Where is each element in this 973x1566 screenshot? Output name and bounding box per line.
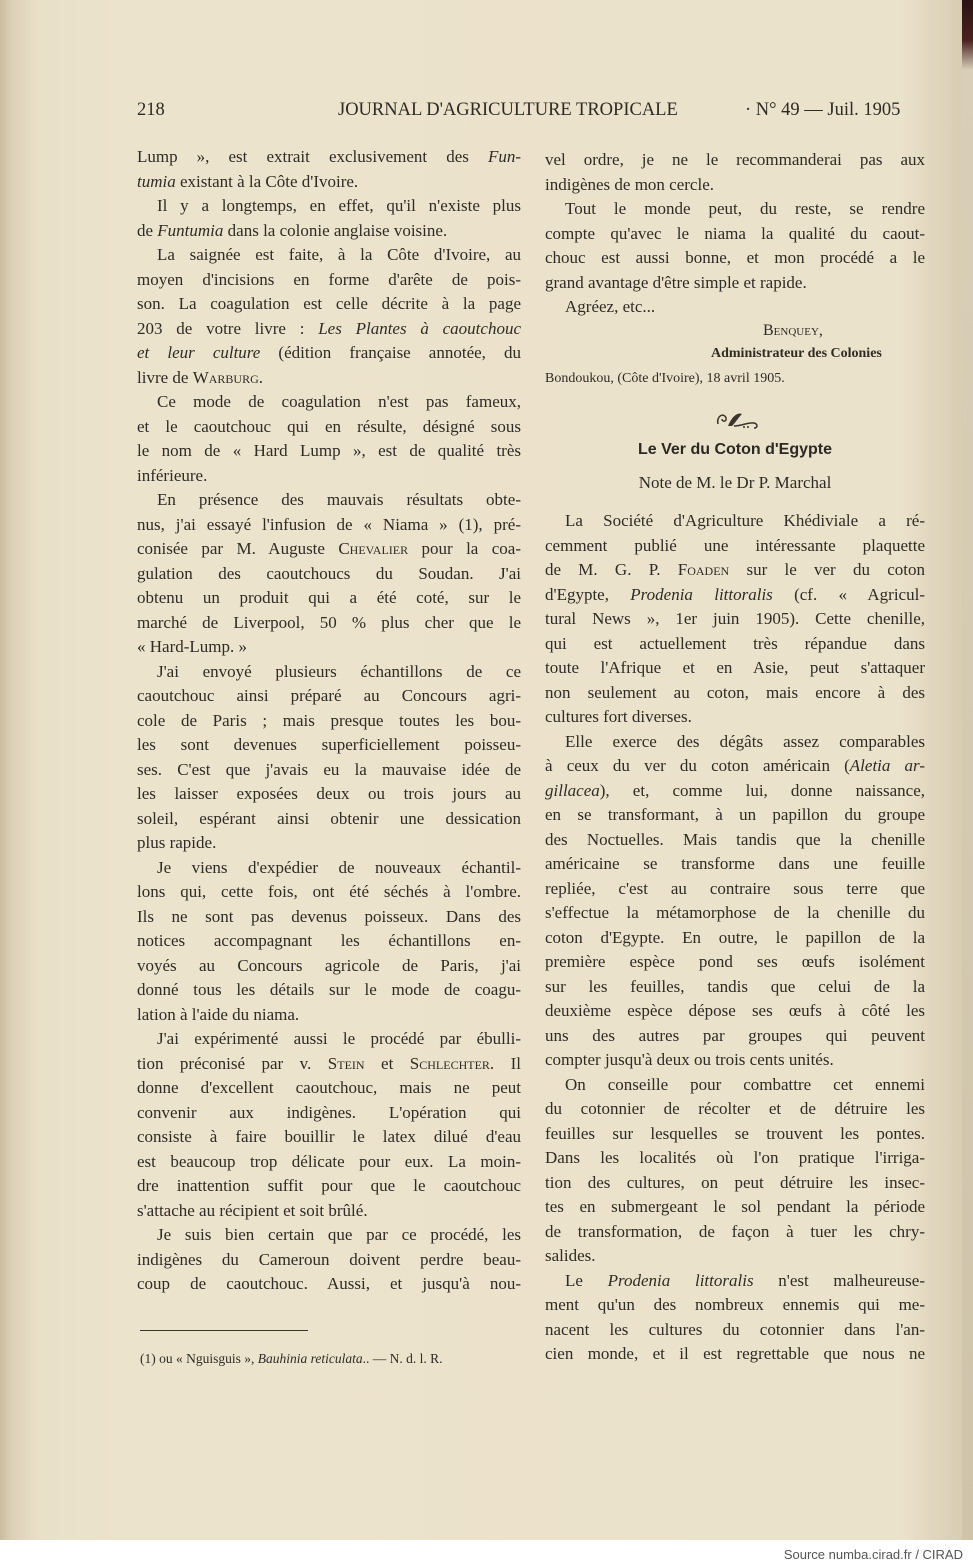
text-line: grand avantage d'être simple et rapide. xyxy=(545,272,807,292)
text-line: qui est actuellement très répandue dans xyxy=(545,633,925,653)
text-line: est beaucoup trop délicate pour eux. La moin- xyxy=(137,1151,521,1171)
text-line: cemment publié une intéressante plaquette xyxy=(545,535,925,555)
text-line: 203 de votre livre : Les Plantes à caoutchouc xyxy=(137,318,521,338)
text-line: américaine se transforme dans une feuille xyxy=(545,854,925,873)
text-line: Elle exerce des dégâts assez comparables xyxy=(565,731,925,751)
text-line: de M. G. P. Foaden sur le ver du coton xyxy=(545,560,925,579)
text-line: nus, j'ai essayé l'infusion de « Niama » (1), pré- xyxy=(137,514,521,534)
text-line: conisée par M. Auguste Chevalier pour la coa- xyxy=(137,539,521,558)
text-line: sur les feuilles, tandis que celui de la xyxy=(545,976,925,996)
text-line: gulation des caoutchoucs du Soudan. J'ai xyxy=(137,563,521,583)
text-line: du cotonnier de récolter et de détruire les xyxy=(545,1099,925,1118)
text-line: et le caoutchouc qui en résulte, désigné sous xyxy=(137,416,521,436)
text-line: tural News », 1er juin 1905). Cette chenille, xyxy=(545,609,925,628)
text-line: repliée, c'est au contraire sous terre que xyxy=(545,878,925,898)
text-line: compter jusqu'à deux ou trois cents unités. xyxy=(545,1050,834,1069)
text-line: uns des autres par groupes qui peuvent xyxy=(545,1025,925,1045)
text-line: En présence des mauvais résultats obte- xyxy=(157,490,521,509)
footnote-rule xyxy=(140,1330,308,1331)
text-line: son. La coagulation est celle décrite à la page xyxy=(137,294,521,313)
text-line: soleil, espérant ainsi obtenir une dessication xyxy=(137,808,521,828)
text-line: Ils ne sont pas devenus poisseux. Dans des xyxy=(137,906,521,926)
text-line: Dans les localités où l'on pratique l'irriga- xyxy=(545,1148,925,1167)
text-line: convenir aux indigènes. L'opération qui xyxy=(137,1102,521,1122)
text-line: à ceux du ver du coton américain (Aletia ar- xyxy=(545,756,925,775)
book-edge xyxy=(962,0,973,1540)
text-line: lation à l'aide du niama. xyxy=(137,1004,300,1024)
text-line: d'Egypte, Prodenia littoralis (cf. « Agricul- xyxy=(545,584,925,604)
text-line: tumia existant à la Côte d'Ivoire. xyxy=(137,171,359,191)
text-line: cultures fort diverses. xyxy=(545,707,692,726)
text-line: coton d'Egypte. En outre, le papillon de la xyxy=(545,927,925,947)
text-line: dre inattention suffit pour que le caoutchouc xyxy=(137,1176,521,1195)
text-line: toute l'Afrique et en Asie, peut s'attaquer xyxy=(545,658,925,677)
text-line: des Noctuelles. Mais tandis que la chenille xyxy=(545,829,925,849)
text-line: indigènes de mon cercle. xyxy=(545,174,714,194)
text-line: voyés au Concours agricole de Paris, j'ai xyxy=(137,955,521,975)
text-line: indigènes du Cameroun doivent perdre beau- xyxy=(137,1249,521,1269)
text-line: s'attache au récipient et soit brûlé. xyxy=(137,1200,368,1220)
text-line: non seulement au coton, mais encore à des xyxy=(545,682,925,702)
text-line: inférieure. xyxy=(137,465,208,485)
text-line: « Hard-Lump. » xyxy=(137,637,248,656)
text-line: le nom de « Hard Lump », est de qualité très xyxy=(137,441,521,460)
text-line: consiste à faire bouillir le latex dilué d'eau xyxy=(137,1127,521,1146)
text-line: les laisser exposées deux ou trois jours au xyxy=(137,784,521,803)
text-line: Il y a longtemps, en effet, qu'il n'existe plus xyxy=(157,196,521,215)
text-line: Tout le monde peut, du reste, se rendre xyxy=(565,199,925,218)
signature-place-date: Bondoukou, (Côte d'Ivoire), 18 avril 1905. xyxy=(545,371,785,386)
text-line: Le Prodenia littoralis n'est malheureuse- xyxy=(565,1270,925,1290)
footnote-suffix: .. — N. d. l. R. xyxy=(362,1351,443,1366)
text-line: notices accompagnant les échantillons en- xyxy=(137,931,521,950)
signature-name: Benquey, xyxy=(763,322,823,339)
text-line: salides. xyxy=(545,1246,596,1265)
right-column xyxy=(545,148,925,320)
text-line: ment qu'un des nombreux ennemis qui me- xyxy=(545,1295,925,1314)
footnote-text: (1) ou « Nguisguis », xyxy=(140,1351,258,1366)
text-line: tion préconisé par v. Stein et Schlechter. Il xyxy=(137,1053,521,1073)
footnote-italic: Bauhinia reticulata xyxy=(257,1351,363,1366)
page-number: 218 xyxy=(137,100,165,120)
text-line: donné tous les détails sur le mode de coagu- xyxy=(137,980,521,999)
text-line: moyen d'incisions en forme d'arête de pois- xyxy=(137,269,521,289)
footnote xyxy=(140,1351,443,1367)
text-line: compte qu'avec le niama la qualité du caout- xyxy=(545,223,925,243)
text-line: La Société d'Agriculture Khédiviale a ré- xyxy=(565,511,925,530)
signature-title: Administrateur des Colonies xyxy=(711,346,882,361)
article-title: Le Ver du Coton d'Egypte xyxy=(637,441,833,458)
text-line: J'ai expérimenté aussi le procédé par ébulli- xyxy=(157,1029,521,1048)
text-line: tion des cultures, on peut détruire les insec- xyxy=(545,1172,925,1192)
text-line: cole de Paris ; mais presque toutes les bou- xyxy=(137,710,521,730)
text-line: Agréez, etc... xyxy=(565,297,656,316)
text-line: première espèce pond ses œufs isolément xyxy=(545,952,925,971)
text-line: donne d'excellent caoutchouc, mais ne peut xyxy=(137,1078,521,1097)
article-byline: Note de M. le Dr P. Marchal xyxy=(638,473,832,492)
text-line: livre de Warburg. xyxy=(137,367,264,387)
text-line: coup de caoutchouc. Aussi, et jusqu'à nou- xyxy=(137,1274,521,1293)
text-line: cien monde, et il est regrettable que nous ne xyxy=(545,1344,925,1363)
text-line: de Funtumia dans la colonie anglaise voisine. xyxy=(137,220,448,240)
text-line: de transformation, de façon à tuer les chry- xyxy=(545,1221,925,1241)
text-line: ses. C'est que j'avais eu la mauvaise idée de xyxy=(137,759,521,779)
text-line: et leur culture (édition française annotée, du xyxy=(137,343,521,362)
text-line: marché de Liverpool, 50 % plus cher que le xyxy=(137,612,521,632)
text-line: plus rapide. xyxy=(137,833,217,852)
text-line: obtenu un produit qui a été coté, sur le xyxy=(137,588,521,607)
text-line: gillacea), et, comme lui, donne naissance, xyxy=(545,780,925,800)
text-line: lons qui, cette fois, ont été séchés à l'ombre. xyxy=(137,882,521,901)
text-line: nacent les cultures du cotonnier dans l'an- xyxy=(545,1319,925,1339)
text-line: tes en submergeant le sol pendant la période xyxy=(545,1197,925,1216)
ornament-icon xyxy=(714,408,760,430)
text-line: chouc est aussi bonne, et mon procédé a le xyxy=(545,248,925,267)
text-line: Ce mode de coagulation n'est pas fameux, xyxy=(157,392,521,411)
text-line: Je viens d'expédier de nouveaux échantil- xyxy=(157,857,521,877)
source-credit: Source numba.cirad.fr / CIRAD xyxy=(783,1547,963,1562)
text-line: On conseille pour combattre cet ennemi xyxy=(565,1074,925,1094)
text-line: La saignée est faite, à la Côte d'Ivoire, au xyxy=(157,245,521,264)
text-line: caoutchouc ainsi préparé au Concours agri- xyxy=(137,686,521,705)
text-line: feuilles sur lesquelles se trouvent les pontes. xyxy=(545,1123,925,1143)
running-title: JOURNAL D'AGRICULTURE TROPICALE xyxy=(338,100,678,120)
text-line: deuxième espèce dépose ses œufs à côté les xyxy=(545,1001,925,1020)
article-body xyxy=(545,509,925,1367)
text-line: Lump », est extrait exclusivement des Fun- xyxy=(137,147,521,166)
text-line: vel ordre, je ne le recommanderai pas aux xyxy=(545,150,925,169)
text-line: les sont devenues superficiellement poisseu- xyxy=(137,735,521,754)
issue-info: · N° 49 — Juil. 1905 xyxy=(745,100,901,120)
text-line: en se transformant, à un papillon du groupe xyxy=(545,805,925,824)
text-line: Je suis bien certain que par ce procédé, les xyxy=(157,1225,521,1244)
text-line: J'ai envoyé plusieurs échantillons de ce xyxy=(157,661,521,681)
left-column xyxy=(137,145,521,1297)
text-line: s'effectue la métamorphose de la chenille du xyxy=(545,903,925,922)
